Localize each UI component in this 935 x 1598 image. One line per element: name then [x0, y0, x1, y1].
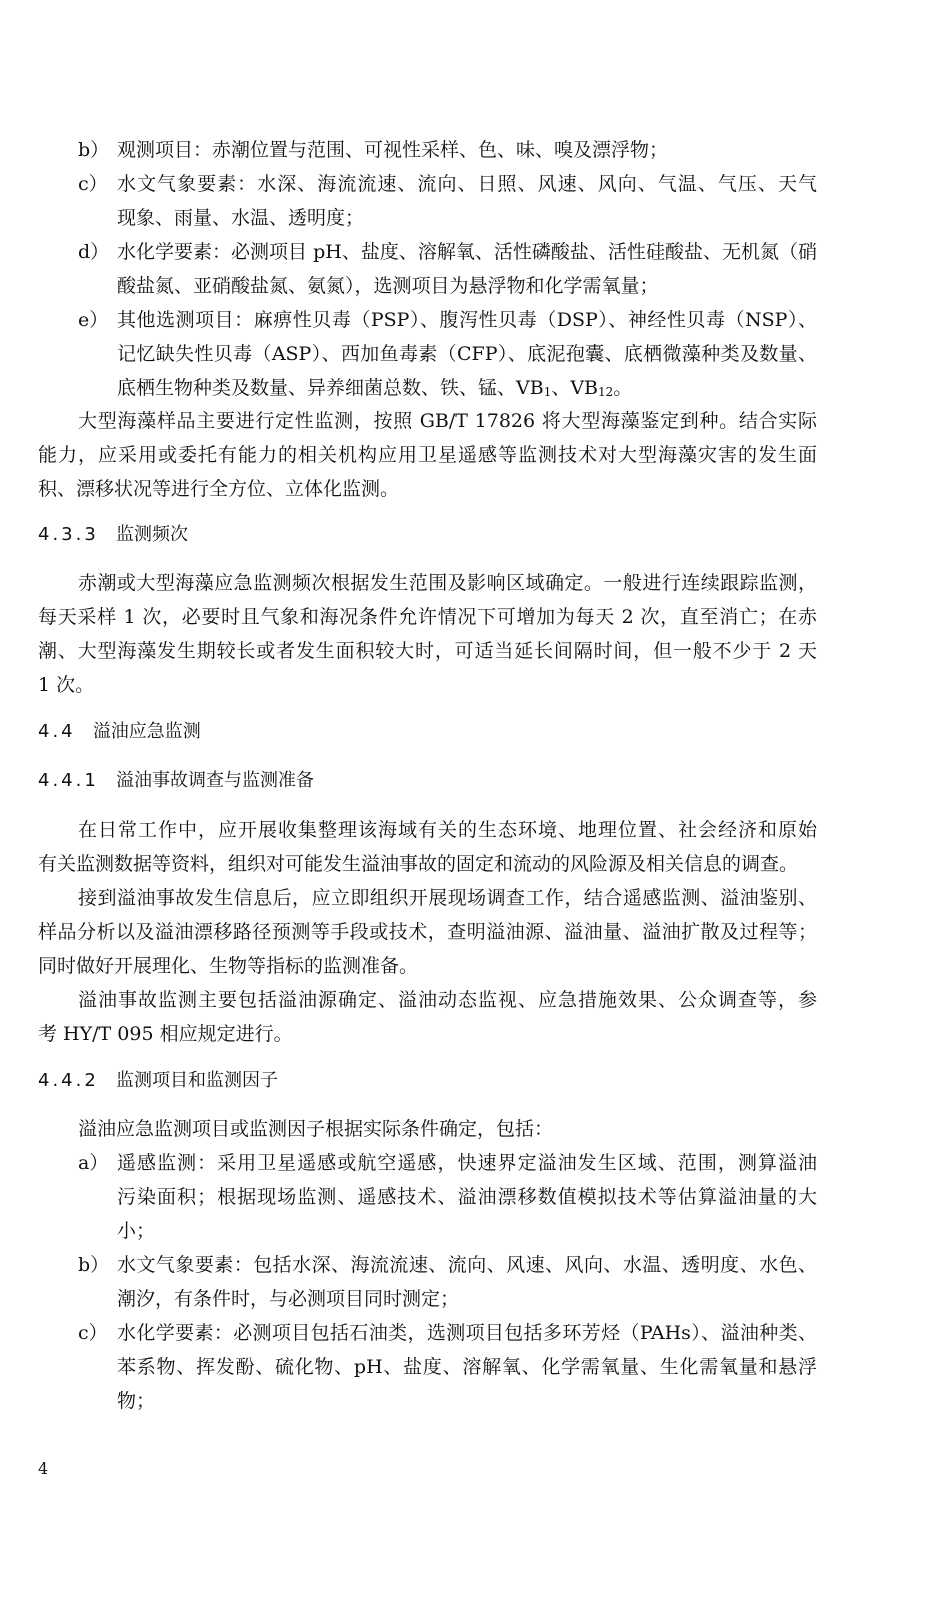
paragraph: 溢油事故监测主要包括溢油源确定、溢油动态监视、应急措施效果、公众调查等，参 考 HY/T 095 相应规定进行。: [38, 989, 817, 1045]
list-item: 水文气象要素：包括水深、海流流速、流向、风速、风向、水温、透明度、水色、 潮汐，有条件时，与必测项目同时测定；: [117, 1254, 817, 1310]
list-item: 水文气象要素：水深、海流流速、流向、日照、风速、风向、气温、气压、天气 现象、雨量、水温、透明度；: [117, 173, 817, 229]
list-item: 水化学要素：必测项目 pH、盐度、溶解氧、活性磷酸盐、活性硅酸盐、无机氮（硝 酸盐氮、亚硝酸盐氮、氨氮），选测项目为悬浮物和化学需氧量；: [117, 241, 817, 297]
section-heading: 4.3.3 监测频次: [38, 524, 188, 545]
list-marker: d）: [78, 241, 110, 263]
paragraph: 接到溢油事故发生信息后，应立即组织开展现场调查工作，结合遥感监测、溢油鉴别、 样品分析以及溢油漂移路径预测等手段或技术，查明溢油源、溢油量、溢油扩散及过程等； 同时做好开展理化、生物等指标的监测准备。: [38, 887, 817, 977]
list-marker: c）: [78, 1322, 108, 1344]
list-marker: b）: [78, 139, 110, 161]
list-item: 水化学要素：必测项目包括石油类，选测项目包括多环芳烃（PAHs）、溢油种类、 苯系物、挥发酚、硫化物、pH、盐度、溶解氧、化学需氧量、生化需氧量和悬浮 物；: [117, 1322, 817, 1412]
page-number: 4: [38, 1459, 49, 1478]
list-item: 观测项目：赤潮位置与范围、可视性采样、色、味、嗅及漂浮物；: [117, 139, 669, 161]
list-item: 其他选测项目：麻痹性贝毒（PSP）、腹泻性贝毒（DSP）、神经性贝毒（NSP）、 记忆缺失性贝毒（ASP）、西加鱼毒素（CFP）、底泥孢囊、底栖微藻种类及数量、 底栖生物种类及数量、异养细菌总数、铁、锰、$VB_1$、$VB_{12}$。: [117, 309, 817, 399]
section-heading: 4.4.2 监测项目和监测因子: [38, 1070, 278, 1091]
paragraph: 赤潮或大型海藻应急监测频次根据发生范围及影响区域确定。一般进行连续跟踪监测， 每天采样 1 次，必要时且气象和海况条件允许情况下可增加为每天 2 次，直至消亡；在赤 潮、大型海藻发生期较长或者发生面积较大时，可适当延长间隔时间，但一般不少于 2 天 1 次。: [38, 572, 817, 696]
list-item: 遥感监测：采用卫星遥感或航空遥感，快速界定溢油发生区域、范围，测算溢油 污染面积；根据现场监测、遥感技术、溢油漂移数值模拟技术等估算溢油量的大 小；: [117, 1152, 817, 1242]
paragraph: 在日常工作中，应开展收集整理该海域有关的生态环境、地理位置、社会经济和原始 有关监测数据等资料，组织对可能发生溢油事故的固定和流动的风险源及相关信息的调查。: [38, 819, 817, 875]
section-heading: 4.4.1 溢油事故调查与监测准备: [38, 770, 314, 791]
list-marker: c）: [78, 173, 108, 195]
paragraph: 溢油应急监测项目或监测因子根据实际条件确定，包括：: [78, 1118, 554, 1140]
list-marker: e）: [78, 309, 109, 331]
list-marker: b）: [78, 1254, 110, 1276]
paragraph: 大型海藻样品主要进行定性监测，按照 GB/T 17826 将大型海藻鉴定到种。结合实际 能力，应采用或委托有能力的相关机构应用卫星遥感等监测技术对大型海藻灾害的发生面 积、漂移状况等进行全方位、立体化监测。: [38, 410, 817, 500]
list-marker: a）: [78, 1152, 109, 1174]
section-heading: 4.4 溢油应急监测: [38, 721, 201, 742]
